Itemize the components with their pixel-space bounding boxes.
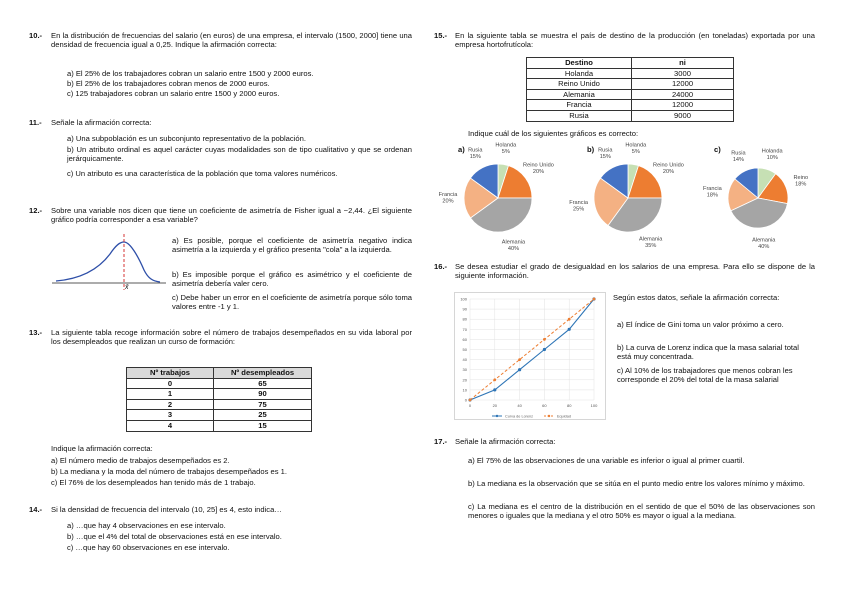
table-header-cell: Destino: [527, 58, 632, 69]
q14-option-c[interactable]: c) …que hay 60 observaciones en ese intervalo.: [67, 543, 230, 552]
table-row: [127, 420, 312, 431]
q12-text: Sobre una variable nos dicen que tiene un coeficiente de asimetría de Fisher igual a −2,44. ¿El siguiente gráfico podría corresponder a esa variable?: [51, 206, 412, 225]
q14-text: Si la densidad de frecuencia del intervalo (10, 25] es 4, esto indica…: [51, 505, 282, 514]
y-tick-label: 30: [462, 367, 467, 373]
x-tick-label: 100: [590, 403, 598, 408]
table-cell: 2: [127, 399, 214, 410]
table-cell: 9000: [632, 110, 734, 121]
q11-option-a[interactable]: a) Una subpoblación es un subconjunto representativo de la población.: [67, 134, 306, 143]
q13-option-a[interactable]: a) El número medio de trabajos desempeñados es 2.: [51, 456, 230, 465]
q14-option-a[interactable]: a) …que hay 4 observaciones en ese intervalo.: [67, 521, 226, 530]
q16-number: 16.-: [434, 262, 448, 271]
pie-b-letter: b): [587, 145, 595, 154]
table-cell: 75: [214, 399, 312, 410]
q17-option-c[interactable]: c) La mediana es el centro de la distribución en el sentido de que el 50% de las observaciones son menores o iguales que la mediana y el otro 50% es mayor o igual a la mediana.: [468, 502, 815, 521]
pie-label: Francia 25%: [569, 199, 588, 213]
skewed-distribution-graph: [50, 232, 168, 294]
q14-option-b[interactable]: b) …que el 4% del total de observaciones está en ese intervalo.: [67, 532, 282, 541]
x-tick-label: 80: [566, 403, 572, 408]
q13-prompt: Indique la afirmación correcta:: [51, 444, 153, 453]
table-header-cell: Nº trabajos: [127, 368, 214, 379]
equity-point: [593, 298, 596, 301]
q13-option-b[interactable]: b) La mediana y la moda del número de trabajos desempeñados es 1.: [51, 467, 287, 476]
table-cell: 90: [214, 389, 312, 400]
q11-option-c[interactable]: c) Un atributo es una característica de la población que toma valores numéricos.: [67, 169, 338, 178]
table-row: [527, 68, 734, 79]
equity-point: [543, 338, 546, 341]
q12-option-a[interactable]: a) Es posible, porque el coeficiente de asimetría negativo indica asimetría a la izquierda y el gráfico presenta "cola" a la izquierda.: [172, 236, 412, 255]
chart-frame: [455, 293, 606, 420]
q12-option-b[interactable]: b) Es imposible porque el gráfico es asimétrico y el coeficiente de asimetría debería valer cero.: [172, 270, 412, 289]
q10-text: En la distribución de frecuencias del salario (en euros) de una empresa, el intervalo (1500, 2000] tiene una densidad de frecuencia igual a 0,25. Indique la afirmación correcta:: [51, 31, 412, 50]
q17-option-b[interactable]: b) La mediana es la observación que se sitúa en el punto medio entre los valores mínimo y máximo.: [468, 479, 805, 488]
pie-label: Alemania 40%: [501, 239, 526, 253]
q13-number: 13.-: [29, 328, 43, 337]
pie-label: Rusia 14%: [731, 150, 746, 163]
table-cell: Holanda: [527, 68, 632, 79]
table-row: [127, 378, 312, 389]
lorenz-point: [543, 348, 546, 351]
pie-label: Rusia 15%: [468, 147, 483, 160]
q16-option-c[interactable]: c) Al 10% de los trabajadores que menos cobran les corresponde el 20% del total de la masa salarial: [617, 366, 793, 385]
q16-option-a[interactable]: a) El índice de Gini toma un valor próximo a cero.: [617, 320, 784, 329]
table-cell: 1: [127, 389, 214, 400]
q16-prompt: Según estos datos, señale la afirmación correcta:: [613, 293, 780, 302]
q10-option-b[interactable]: b) El 25% de los trabajadores cobran menos de 2000 euros.: [67, 79, 270, 88]
y-tick-label: 100: [460, 296, 467, 302]
table-row: [127, 389, 312, 400]
table-cell: Francia: [527, 100, 632, 111]
table-row: [527, 100, 734, 111]
lorenz-point: [493, 388, 496, 391]
pie-label: Francia 18%: [703, 186, 722, 199]
x-mean-label: x̄: [125, 284, 129, 291]
y-tick-label: 70: [462, 326, 467, 332]
equity-point: [518, 358, 521, 361]
table-cell: 3: [127, 410, 214, 421]
pie-c-letter: c): [714, 145, 721, 154]
table-cell: 24000: [632, 89, 734, 100]
q15-prompt: Indique cuál de los siguientes gráficos es correcto:: [468, 129, 639, 138]
q15-table: [526, 57, 734, 122]
pie-label: Francia 20%: [438, 192, 458, 205]
pie-label: Reino Unido 20%: [653, 162, 684, 176]
table-header-cell: ni: [632, 58, 734, 69]
y-tick-label: 10: [462, 387, 467, 393]
q12-number: 12.-: [29, 206, 43, 215]
table-cell: 3000: [632, 68, 734, 79]
table-header-cell: Nº desempleados: [214, 368, 312, 379]
equity-point: [568, 318, 571, 321]
x-tick-label: 40: [517, 403, 522, 408]
y-tick-label: 20: [462, 377, 467, 383]
q11-text: Señale la afirmación correcta:: [51, 118, 152, 127]
legend-label: Equidad: [557, 414, 571, 419]
equity-point: [493, 378, 496, 381]
y-tick-label: 80: [462, 316, 467, 322]
table-row: [127, 399, 312, 410]
table-row: [527, 110, 734, 121]
x-tick-label: 0: [468, 403, 472, 408]
table-header-row: [127, 368, 312, 379]
table-cell: Rusia: [527, 110, 632, 121]
q17-number: 17.-: [434, 437, 448, 446]
y-tick-label: 50: [462, 347, 467, 352]
y-tick-label: 0: [464, 397, 467, 403]
q16-option-b[interactable]: b) La curva de Lorenz indica que la masa salarial total está muy concentrada.: [617, 343, 799, 362]
pie-a-letter: a): [458, 145, 465, 154]
table-cell: 0: [127, 378, 214, 389]
q12-option-c[interactable]: c) Debe haber un error en el coeficiente de asimetría porque sólo toma valores entre -1 y 1.: [172, 293, 412, 312]
table-cell: 15: [214, 420, 312, 431]
q13-text: La siguiente tabla recoge información sobre el número de trabajos desempeñados en su vida laboral por los desempleados que realizan un curso de formación:: [51, 328, 412, 347]
x-tick-label: 20: [492, 403, 498, 408]
pie-label: Rusia 15%: [598, 147, 613, 160]
table-cell: 65: [214, 378, 312, 389]
table-cell: Reino Unido: [527, 79, 632, 90]
table-header-row: [527, 58, 734, 69]
legend-label: Curva de Lorenz: [505, 414, 534, 419]
pie-chart-a: [430, 142, 570, 253]
q13-table: [126, 367, 312, 432]
equity-point: [469, 399, 472, 402]
table-cell: 4: [127, 420, 214, 431]
density-curve: [56, 242, 160, 282]
y-tick-label: 60: [462, 336, 467, 342]
pie-label: Reino Unido 20%: [523, 162, 554, 176]
pie-label: Alemania 40%: [752, 237, 776, 251]
q10-option-c[interactable]: c) 125 trabajadores cobran un salario entre 1500 y 2000 euros.: [67, 89, 280, 98]
q15-text: En la siguiente tabla se muestra el país de destino de la producción (en toneladas) exportada por una empresa hortofrutícola:: [455, 31, 815, 50]
lorenz-point: [518, 368, 521, 371]
q11-option-b[interactable]: b) Un atributo ordinal es aquel carácter cuyas modalidades son de tipo cualitativo y que se ordenan jerárquicamente.: [67, 145, 412, 164]
pie-label: Holanda 5%: [495, 142, 517, 156]
legend-marker: [548, 415, 550, 417]
q17-text: Señale la afirmación correcta:: [455, 437, 556, 446]
lorenz-chart: [454, 292, 606, 420]
pie-label: Holanda 5%: [625, 142, 647, 156]
q10-option-a[interactable]: a) El 25% de los trabajadores cobran un salario entre 1500 y 2000 euros.: [67, 69, 314, 78]
legend-marker: [496, 415, 498, 417]
pie-label: Alemania 35%: [639, 236, 663, 250]
pie-label: Holanda 10%: [761, 148, 783, 161]
table-cell: Alemania: [527, 89, 632, 100]
pie-chart-b: [560, 142, 700, 250]
pie-label: Reino 18%: [793, 175, 809, 188]
pie-chart-c: [700, 150, 830, 250]
q17-option-a[interactable]: a) El 75% de las observaciones de una variable es inferior o igual al primer cuartil.: [468, 456, 745, 465]
table-row: [127, 410, 312, 421]
x-tick-label: 60: [542, 403, 547, 408]
table-row: [527, 79, 734, 90]
q16-text: Se desea estudiar el grado de desigualdad en los salarios de una empresa. Para ello se dispone de la siguiente información.: [455, 262, 815, 281]
q10-number: 10.-: [29, 31, 43, 40]
table-cell: 12000: [632, 100, 734, 111]
table-cell: 25: [214, 410, 312, 421]
y-tick-label: 90: [462, 306, 467, 312]
y-tick-label: 40: [462, 357, 467, 363]
q13-option-c[interactable]: c) El 76% de los desempleados han tenido más de 1 trabajo.: [51, 478, 256, 487]
lorenz-point: [568, 328, 571, 331]
table-cell: 12000: [632, 79, 734, 90]
table-row: [527, 89, 734, 100]
q11-number: 11.-: [29, 118, 42, 127]
q15-number: 15.-: [434, 31, 448, 40]
q14-number: 14.-: [29, 505, 43, 514]
